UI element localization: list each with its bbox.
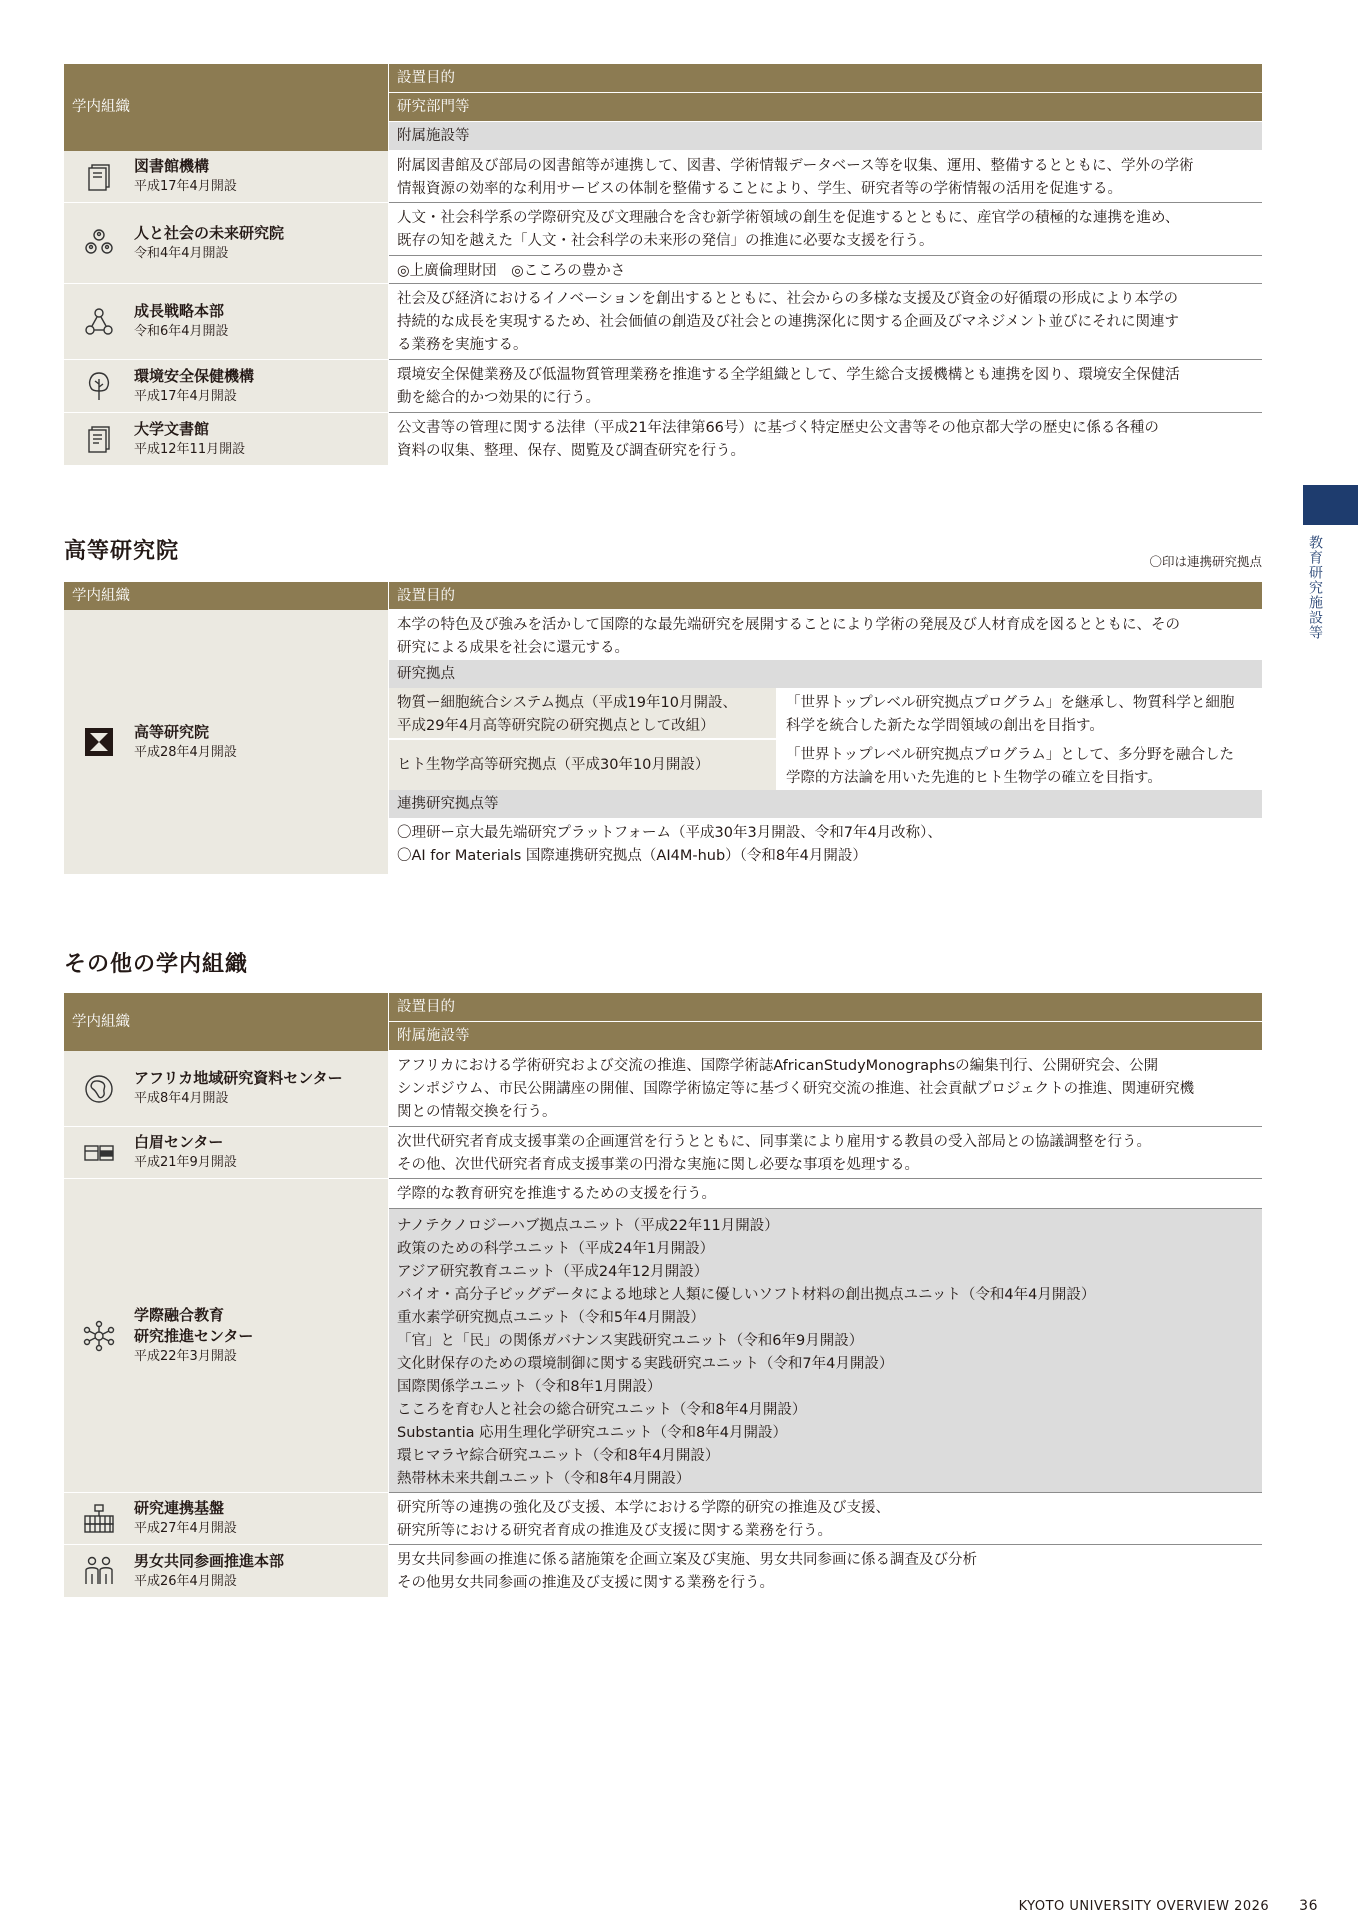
header-facilities: 附属施設等 — [389, 1022, 1262, 1051]
org-name: 高等研究院 — [134, 722, 210, 741]
org-date: 令和6年4月開設 — [134, 324, 229, 339]
org-name: 学際融合教育 — [134, 1305, 225, 1324]
hub-desc: 「世界トップレベル研究拠点プログラム」を継承し、物質科学と細胞 — [786, 695, 1235, 711]
list-item: アジア研究教育ユニット（平成24年12月開設） — [397, 1264, 709, 1280]
page-footer — [1019, 1895, 1318, 1918]
header-divisions: 研究部門等 — [389, 93, 1262, 122]
header-purpose: 設置目的 — [389, 993, 1262, 1022]
header-purpose: 設置目的 — [389, 582, 1262, 610]
table-header — [64, 64, 1262, 151]
list-item: 環ヒマラヤ綜合研究ユニット（令和8年4月開設） — [397, 1448, 720, 1464]
table-row — [64, 360, 1262, 413]
purpose-line: 持続的な成長を実現するため、社会価値の創造及び社会との連携深化に関する企画及びマネジメント並びにそれに関連す — [397, 314, 1179, 330]
org-date: 平成26年4月開設 — [134, 1573, 237, 1589]
footer-title: KYOTO UNIVERSITY OVERVIEW 2026 — [1018, 1899, 1270, 1914]
ias-table — [64, 582, 1262, 874]
org-name: 白眉センター — [134, 1133, 224, 1151]
table-header — [64, 993, 1262, 1051]
hub-desc: 「世界トップレベル研究拠点プログラム」として、多分野を融合した — [786, 747, 1235, 763]
table-row — [64, 151, 1262, 203]
table-row — [64, 1545, 1262, 1597]
purpose-line: 研究による成果を社会に還元する。 — [397, 640, 629, 656]
table-row — [64, 203, 1262, 284]
table-header — [64, 582, 1262, 610]
table-row — [64, 1127, 1262, 1179]
africa-icon — [64, 1072, 134, 1106]
header-org: 学内組織 — [64, 64, 388, 151]
section-title-ias: 高等研究院 — [64, 539, 180, 564]
purpose-line: 附属図書館及び部局の図書館等が連携して、図書、学術情報データベース等を収集、運用、整備するとともに、学外の学術 — [397, 158, 1194, 174]
org-name: 図書館機構 — [134, 157, 210, 175]
org-date: 平成21年9月開設 — [134, 1155, 237, 1170]
hub-name: 平成29年4月高等研究院の研究拠点として改組） — [397, 718, 715, 734]
molecule-icon — [64, 1319, 134, 1353]
purpose-line: る業務を実施する。 — [397, 337, 528, 353]
org-name: 環境安全保健機構 — [134, 366, 255, 385]
table-row — [64, 413, 1262, 465]
hub-name: ヒト生物学高等研究拠点（平成30年10月開設） — [397, 756, 710, 773]
hub-name: 物質ー細胞統合システム拠点（平成19年10月開設、 — [397, 695, 737, 711]
org-date: 平成17年4月開設 — [134, 179, 237, 194]
purpose-line: その他、次世代研究者育成支援事業の円滑な実施に関し必要な事項を処理する。 — [397, 1157, 919, 1173]
org-name: 研究推進センター — [134, 1326, 254, 1345]
table-row — [64, 610, 1262, 874]
org-date: 平成27年4月開設 — [134, 1521, 237, 1536]
purpose-line: 次世代研究者育成支援事業の企画運営を行うとともに、同事業により雇用する教員の受入部局との協議調整を行う。 — [397, 1134, 1151, 1150]
purpose-line: 既存の知を越えた「人文・社会科学の未来形の発信」の推進に必要な支援を行う。 — [397, 233, 934, 249]
link-label: 連携研究拠点等 — [389, 790, 1262, 818]
header-org: 学内組織 — [64, 582, 388, 610]
purpose-line: 関との情報交換を行う。 — [397, 1104, 557, 1120]
hub-row — [389, 688, 1262, 740]
people-icon — [64, 226, 134, 260]
table-row — [64, 1179, 1262, 1493]
purpose-line: 研究所等における研究者育成の推進及び支援に関する業務を行う。 — [397, 1523, 832, 1539]
book-icon — [64, 160, 134, 194]
org-date: 平成8年4月開設 — [134, 1091, 229, 1106]
section-title-other: その他の学内組織 — [64, 952, 249, 977]
other-table — [64, 993, 1262, 1597]
purpose-line: 人文・社会科学系の学際研究及び文理融合を含む新学術領域の創生を促進するとともに、産官学の積極的な連携を進め、 — [397, 210, 1180, 226]
purpose-line: アフリカにおける学術研究および交流の推進、国際学術誌AfricanStudyMonographsの編集刊行、公開研究会、公開 — [397, 1058, 1159, 1074]
purpose-line: 研究所等の連携の強化及び支援、本学における学際的研究の推進及び支援、 — [397, 1500, 890, 1516]
purpose-line: シンポジウム、市民公開講座の開催、国際学術協定等に基づく研究交流の推進、社会貢献プロジェクトの推進、関連研究機 — [397, 1081, 1195, 1097]
list-item: バイオ・高分子ビッグデータによる地球と人類に優しいソフト材料の創出拠点ユニット（令和4年4月開設） — [397, 1287, 1096, 1303]
page-number: 36 — [1299, 1898, 1318, 1914]
tree-icon — [64, 369, 134, 403]
org-date: 平成22年3月開設 — [134, 1348, 237, 1364]
list-item: 国際関係学ユニット（令和8年1月開設） — [397, 1379, 662, 1395]
header-facilities: 附属施設等 — [389, 122, 1262, 151]
list-item: こころを育む人と社会の総合研究ユニット（令和8年4月開設） — [397, 1402, 807, 1418]
org-name: 男女共同参画推進本部 — [134, 1551, 285, 1570]
list-item: 政策のための科学ユニット（平成24年1月開設） — [397, 1241, 715, 1257]
purpose-line: 環境安全保健業務及び低温物質管理業務を推進する全学組織として、学生総合支援機構とも連携を図り、環境安全保健活 — [397, 367, 1180, 383]
org-name: 研究連携基盤 — [134, 1499, 225, 1517]
purpose-line: 男女共同参画の推進に係る諸施策を企画立案及び実施、男女共同参画に係る調査及び分析 — [397, 1552, 977, 1568]
list-item: 重水素学研究拠点ユニット（令和5年4月開設） — [397, 1310, 705, 1326]
link-item: 〇AI for Materials 国際連携研究拠点（AI4M-hub）（令和8年4月開設） — [397, 848, 867, 864]
header-purpose: 設置目的 — [389, 64, 1262, 93]
hub-row — [389, 740, 1262, 790]
gender-icon — [64, 1554, 134, 1588]
list-item: Substantia 応用生理化学研究ユニット（令和8年4月開設） — [397, 1425, 787, 1441]
eyebrow-icon — [64, 1136, 134, 1170]
list-item: 「官」と「民」の関係ガバナンス実践研究ユニット（令和6年9月開設） — [397, 1333, 864, 1349]
document-icon — [64, 422, 134, 456]
header-org: 学内組織 — [64, 993, 388, 1051]
hub-label: 研究拠点 — [389, 660, 1262, 688]
org-name: アフリカ地域研究資料センター — [134, 1069, 343, 1087]
org-chart-icon — [64, 1502, 134, 1536]
hourglass-icon — [64, 725, 134, 759]
list-item: 文化財保存のための環境制御に関する実践研究ユニット（令和7年4月開設） — [397, 1356, 894, 1372]
network-icon — [64, 305, 134, 339]
purpose-line: 公文書等の管理に関する法律（平成21年法律第66号）に基づく特定歴史公文書等その他京都大学の歴史に係る各種の — [397, 420, 1159, 436]
purpose-line: その他男女共同参画の推進及び支援に関する業務を行う。 — [397, 1575, 774, 1591]
org-date: 令和4年4月開設 — [134, 245, 229, 261]
org-date: 平成17年4月開設 — [134, 388, 237, 404]
side-label: 教育研究施設等 — [1307, 535, 1323, 640]
org-date: 平成12年11月開設 — [134, 441, 246, 457]
hub-desc: 学際的方法論を用いた先進的ヒト生物学の確立を目指す。 — [786, 770, 1162, 786]
hub-desc: 科学を統合した新たな学問領域の創出を目指す。 — [786, 718, 1104, 734]
facilities-table — [64, 64, 1262, 465]
list-item: 熱帯林未来共創ユニット（令和8年4月開設） — [397, 1471, 691, 1487]
list-item: ナノテクノロジーハブ拠点ユニット（平成22年11月開設） — [397, 1218, 779, 1234]
purpose-line: 本学の特色及び強みを活かして国際的な最先端研究を展開することにより学術の発展及び人材育成を図るとともに、その — [397, 617, 1180, 633]
unit-list — [389, 1209, 1262, 1493]
org-name: 成長戦略本部 — [134, 302, 225, 320]
purpose-line: 資料の収集、整理、保存、閲覧及び調査研究を行う。 — [397, 443, 745, 459]
org-date: 平成28年4月開設 — [134, 744, 237, 760]
table-row — [64, 284, 1262, 360]
side-tab — [1303, 485, 1358, 525]
note-text: 〇印は連携研究拠点 — [1149, 554, 1262, 569]
org-name: 大学文書館 — [134, 419, 210, 438]
purpose-line: 学際的な教育研究を推進するための支援を行う。 — [389, 1179, 1262, 1209]
table-row — [64, 1051, 1262, 1127]
purpose-line: 動を総合的かつ効果的に行う。 — [397, 390, 600, 406]
org-name: 人と社会の未来研究院 — [134, 223, 285, 242]
link-item: 〇理研ー京大最先端研究プラットフォーム（平成30年3月開設、令和7年4月改称）、 — [397, 825, 942, 841]
purpose-line: 社会及び経済におけるイノベーションを創出するとともに、社会からの多様な支援及び資金の好循環の形成により本学の — [397, 291, 1178, 307]
sub-facilities: ◎上廣倫理財団 ◎こころの豊かさ — [389, 256, 1262, 284]
purpose-line: 情報資源の効率的な利用サービスの体制を整備することにより、学生、研究者等の学術情報の活用を促進する。 — [397, 181, 1122, 197]
table-row — [64, 1493, 1262, 1545]
